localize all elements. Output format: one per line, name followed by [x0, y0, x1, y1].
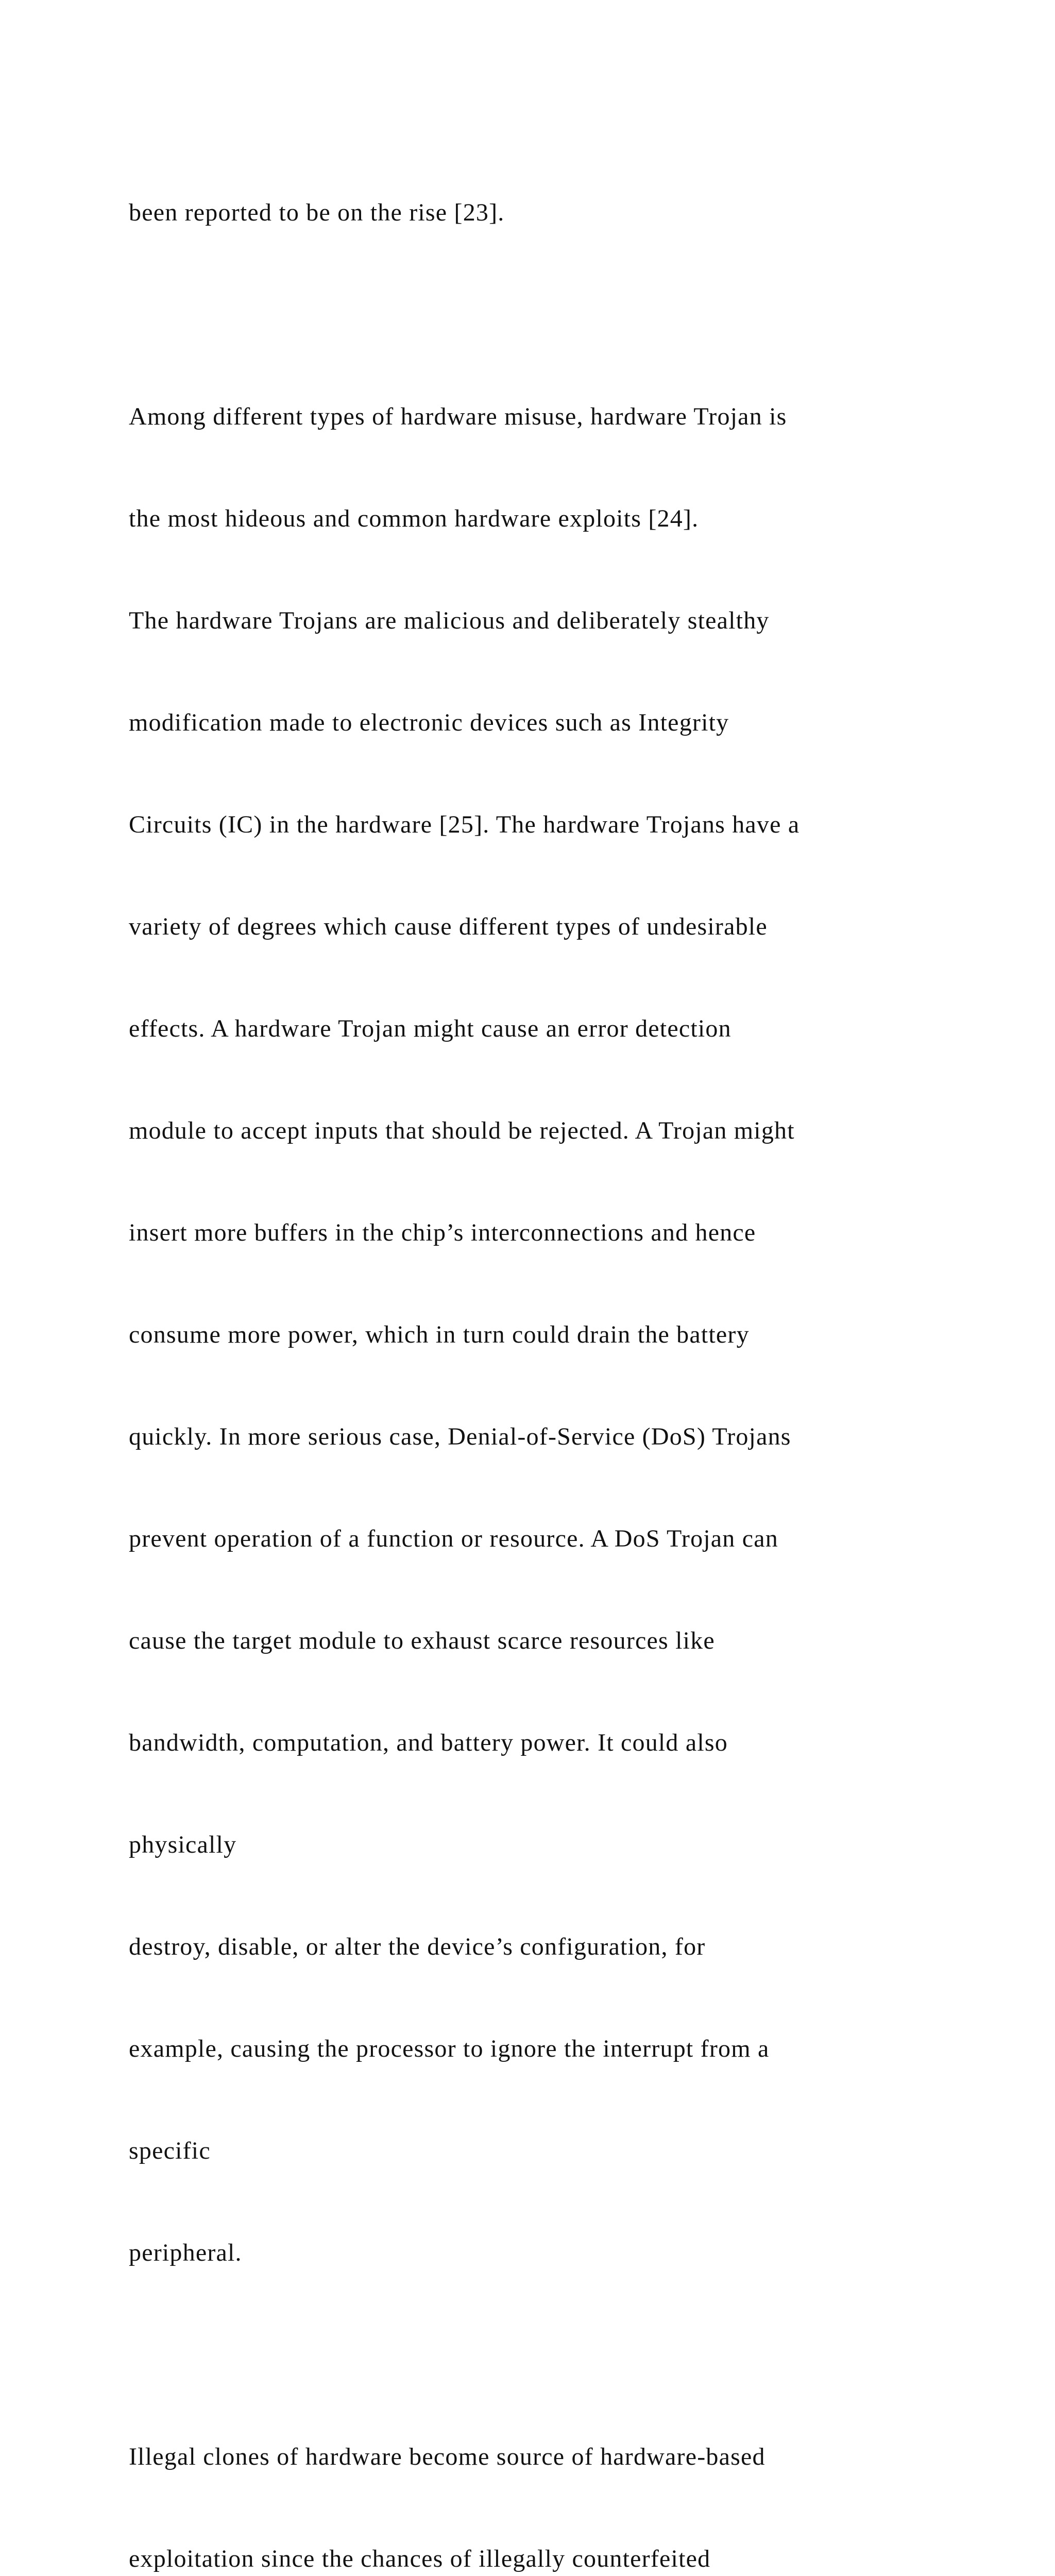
text-line: prevent operation of a function or resource. A DoS Trojan can — [129, 1525, 778, 1552]
text-line: the most hideous and common hardware exploits [24]. — [129, 505, 699, 532]
text-line: modification made to electronic devices such as Integrity — [129, 709, 729, 736]
text-line: cause the target module to exhaust scarce resources like — [129, 1627, 715, 1654]
text-line: example, causing the processor to ignore the interrupt from a — [129, 2035, 770, 2062]
text-line: physically — [129, 1831, 237, 1858]
text-line: exploitation since the chances of illegally counterfeited — [129, 2545, 711, 2572]
text-line: consume more power, which in turn could drain the battery — [129, 1321, 750, 1348]
text-line: quickly. In more serious case, Denial-of-Service (DoS) Trojans — [129, 1423, 791, 1450]
text-line: effects. A hardware Trojan might cause an error detection — [129, 1015, 731, 1042]
text-line: peripheral. — [129, 2239, 242, 2266]
text-line: been reported to be on the rise [23]. — [129, 199, 505, 226]
text-line: Circuits (IC) in the hardware [25]. The hardware Trojans have a — [129, 811, 800, 838]
text-line: specific — [129, 2137, 211, 2164]
body-text — [129, 128, 1005, 2576]
paragraph-break — [129, 2338, 1005, 2372]
text-line: insert more buffers in the chip’s interconnections and hence — [129, 1219, 756, 1246]
text-line: Illegal clones of hardware become source of hardware-based — [129, 2443, 765, 2470]
text-line: variety of degrees which cause different types of undesirable — [129, 913, 768, 940]
text-line: Among different types of hardware misuse, hardware Trojan is — [129, 403, 787, 430]
text-line: bandwidth, computation, and battery power. It could also — [129, 1729, 728, 1756]
paragraph-break — [129, 298, 1005, 332]
text-line: module to accept inputs that should be rejected. A Trojan might — [129, 1117, 795, 1144]
text-line: The hardware Trojans are malicious and deliberately stealthy — [129, 607, 770, 634]
text-line: destroy, disable, or alter the device’s configuration, for — [129, 1933, 706, 1960]
